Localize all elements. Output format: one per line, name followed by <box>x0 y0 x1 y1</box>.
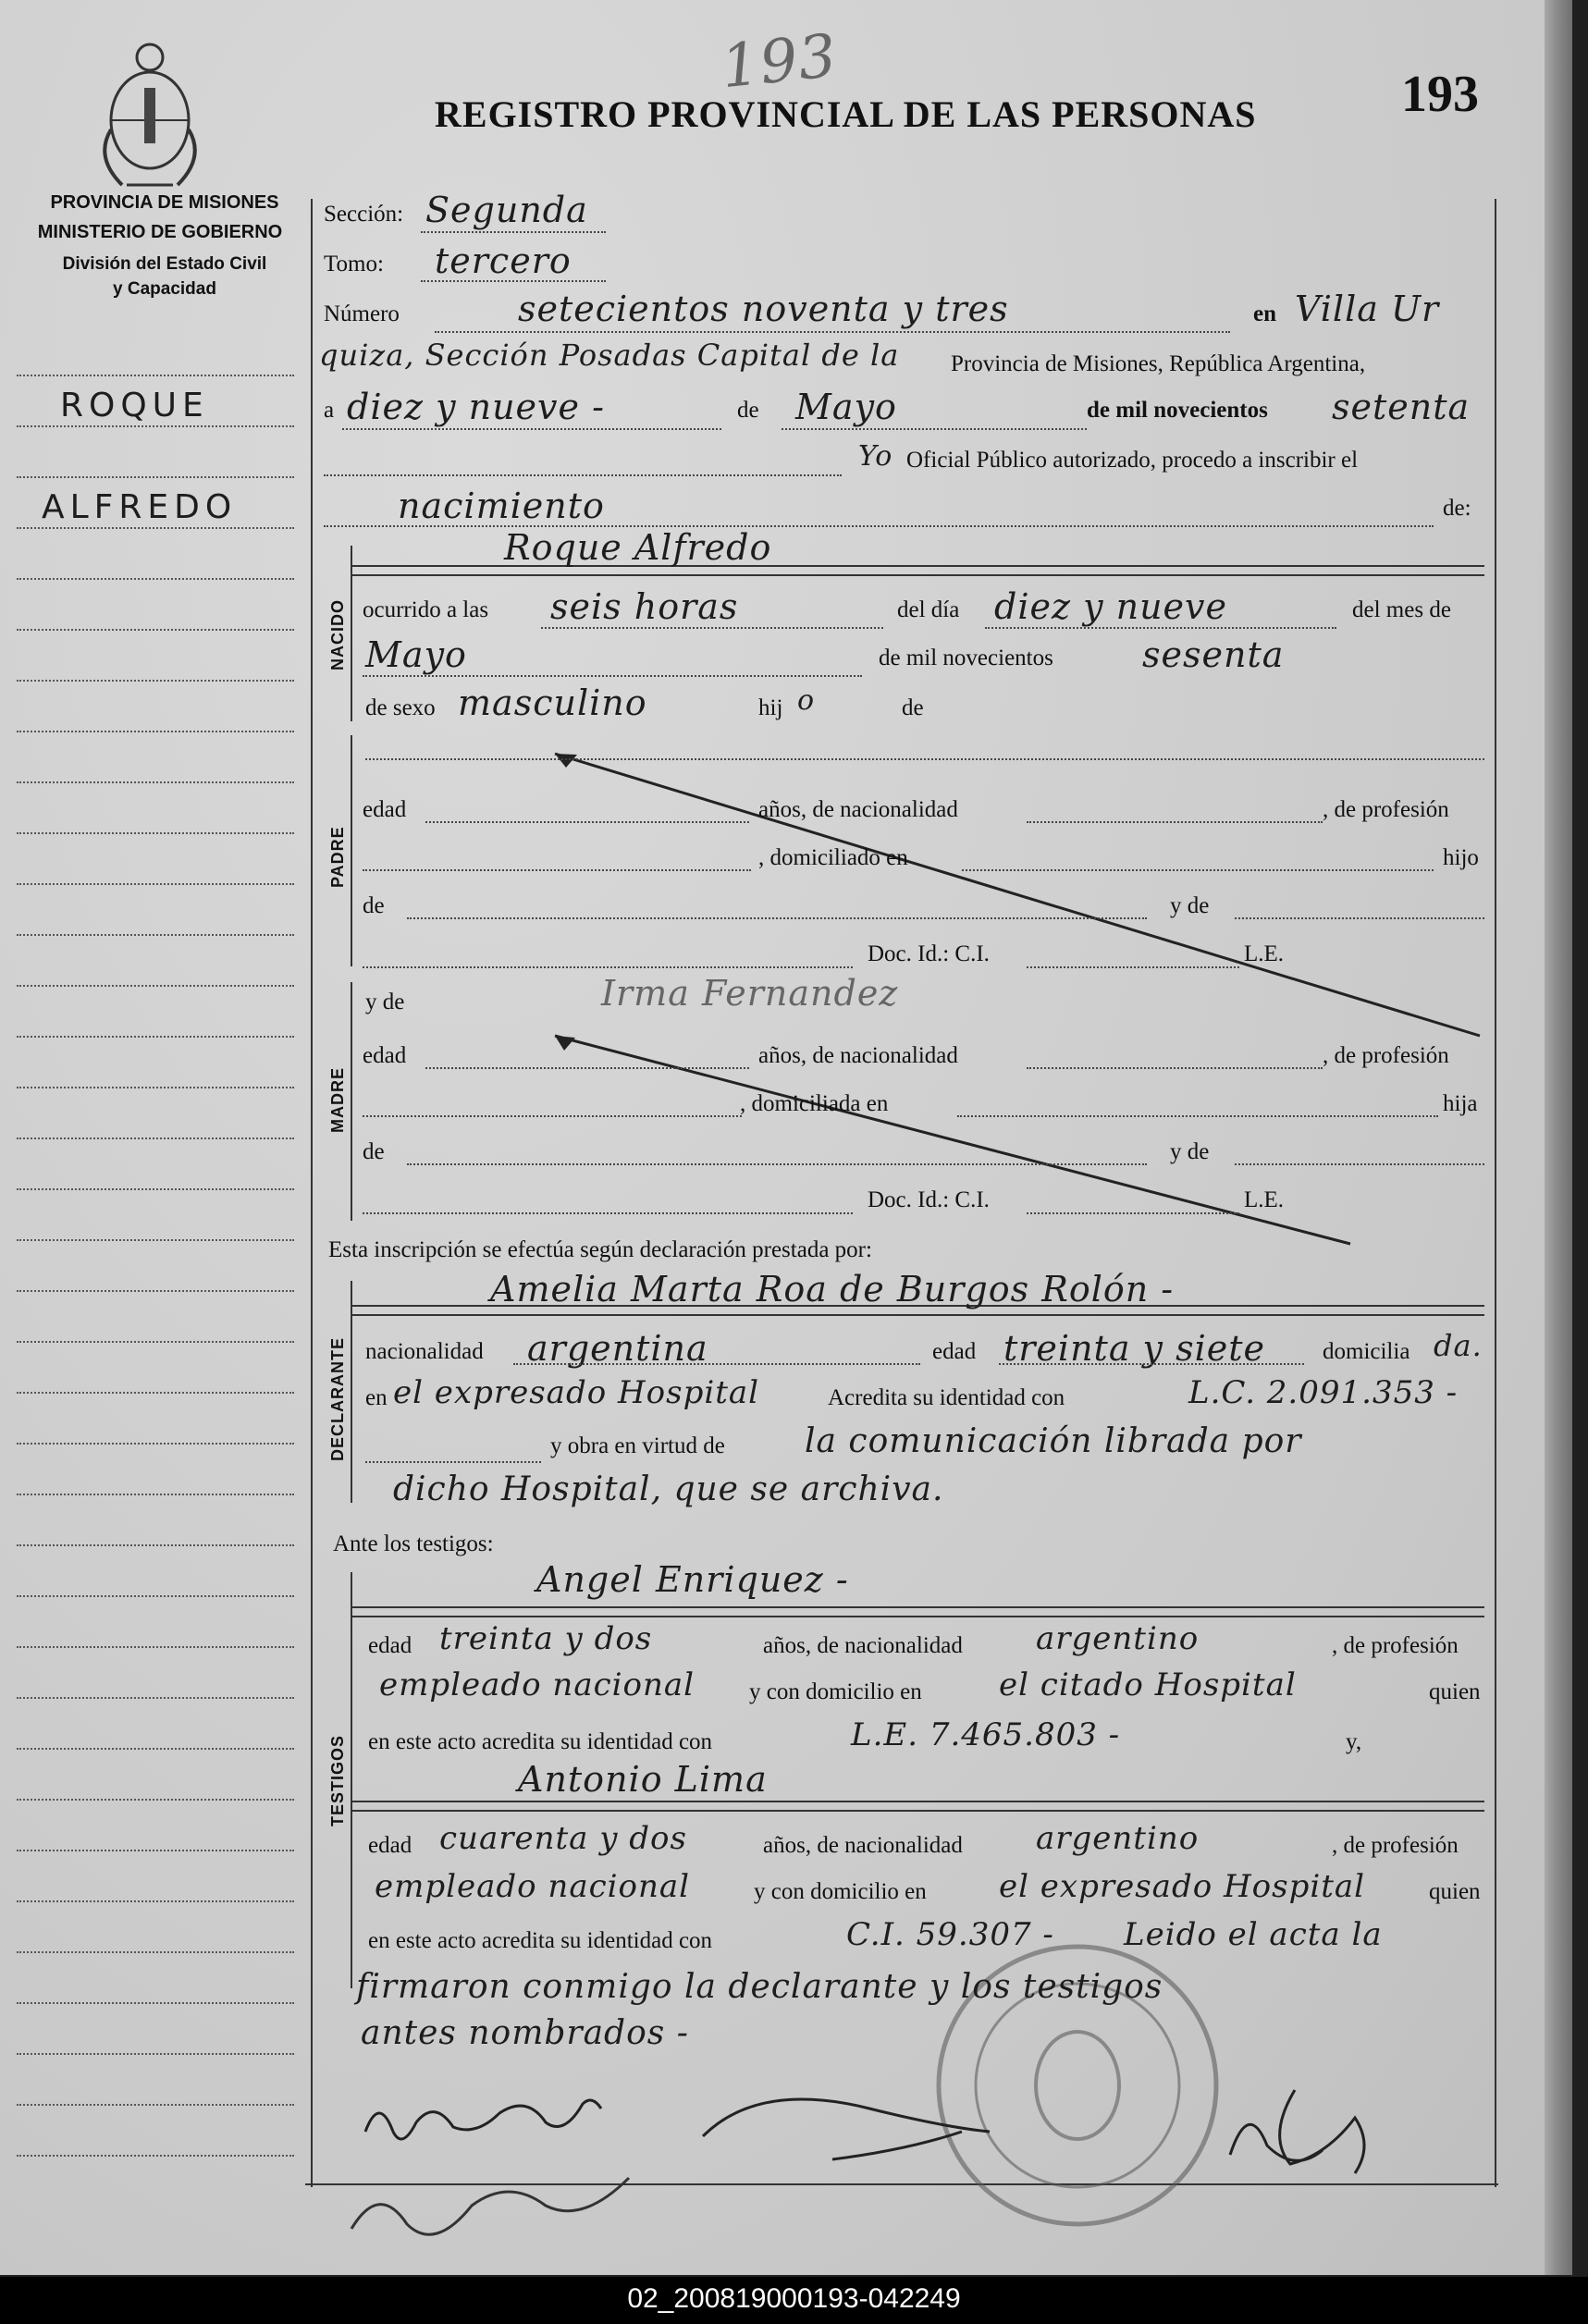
madre-nombre-value: Irma Fernandez <box>601 973 899 1014</box>
hijo-o-label: hij <box>758 695 783 720</box>
pencil-folio-number: 193 <box>718 21 841 103</box>
en-label: en <box>1253 301 1276 326</box>
declarante-section-label: DECLARANTE <box>328 1337 347 1461</box>
cierre-value-3: antes nombrados - <box>361 2014 689 2052</box>
inscribir-value: nacimiento <box>398 486 605 526</box>
dec-en-value: el expresado Hospital <box>393 1374 760 1411</box>
t1-edad-label: edad <box>368 1633 412 1658</box>
yo-value: Yo <box>858 440 893 473</box>
padre-y-de-label: y de <box>1170 893 1210 918</box>
capacity-label: y Capacidad <box>113 279 216 299</box>
de-label-2: de <box>902 695 924 720</box>
t1-dom-value: el citado Hospital <box>999 1666 1297 1703</box>
madre-de-label: de <box>363 1139 385 1164</box>
t2-dom-value: el expresado Hospital <box>999 1868 1366 1905</box>
dia-nac-value: diez y nueve <box>994 586 1228 627</box>
ministry-label: MINISTERIO DE GOBIERNO <box>37 222 283 242</box>
hijo-o-value: o <box>797 684 816 717</box>
ante-testigos-label: Ante los testigos: <box>333 1531 494 1556</box>
t2-doc-value: C.I. 59.307 - <box>846 1916 1054 1953</box>
padre-domiciliado-label: , domiciliado en <box>758 845 908 870</box>
province-label: PROVINCIA DE MISIONES <box>50 192 279 213</box>
t2-acredita-label: en este acto acredita su identidad con <box>368 1928 713 1953</box>
nombre-value: Roque Alfredo <box>504 527 772 568</box>
padre-hijo-label: hijo <box>1443 845 1479 870</box>
padre-profesion-label: , de profesión <box>1323 797 1449 822</box>
de-colon-label: de: <box>1443 496 1471 521</box>
domicilia-label: domicilia <box>1323 1339 1410 1364</box>
dec-nacionalidad-value: argentina <box>527 1328 708 1369</box>
acredita-label: Acredita su identidad con <box>828 1385 1065 1410</box>
nacionalidad-label: nacionalidad <box>365 1339 484 1364</box>
margin-given-name: ALFREDO <box>42 488 238 526</box>
t2-profesion-label: , de profesión <box>1332 1833 1459 1858</box>
padre-le-label: L.E. <box>1244 941 1285 966</box>
dec-doc-value: L.C. 2.091.353 - <box>1188 1374 1459 1411</box>
margin-surname: ROQUE <box>60 387 209 424</box>
t1-profesion-label: , de profesión <box>1332 1633 1459 1658</box>
t2-nombre-value: Antonio Lima <box>518 1759 768 1800</box>
coat-of-arms-icon <box>105 44 195 185</box>
padre-de-label: de <box>363 893 385 918</box>
numero-value: setecientos noventa y tres <box>518 289 1009 329</box>
padre-edad-label: edad <box>363 797 407 822</box>
obra-value-2: dicho Hospital, que se archiva. <box>393 1470 944 1508</box>
en-value-2: quiza, Sección Posadas Capital de la <box>319 338 900 373</box>
de-label-1: de <box>737 398 759 423</box>
madre-y-de-2-label: y de <box>1170 1139 1210 1164</box>
madre-section-label: MADRE <box>328 1067 347 1133</box>
oficial-label: Oficial Público autorizado, procedo a inscribir el <box>906 448 1359 473</box>
page-title: REGISTRO PROVINCIAL DE LAS PERSONAS <box>435 93 1257 135</box>
madre-doc-label: Doc. Id.: C.I. <box>868 1187 990 1212</box>
cierre-value-1: Leido el acta la <box>1124 1916 1383 1953</box>
madre-profesion-label: , de profesión <box>1323 1043 1449 1068</box>
en-value-1: Villa Ur <box>1295 289 1440 329</box>
declarante-nombre-value: Amelia Marta Roa de Burgos Rolón - <box>490 1269 1175 1310</box>
del-dia-label: del día <box>897 597 960 622</box>
mes-value: Mayo <box>795 387 897 427</box>
madre-domiciliada-label: , domiciliada en <box>740 1091 889 1116</box>
cierre-value-2: firmaron conmigo la declarante y los testigos <box>356 1968 1163 2006</box>
nacido-section-label: NACIDO <box>328 599 347 670</box>
mes-nac-value: Mayo <box>365 634 467 675</box>
madre-hija-label: hija <box>1443 1091 1478 1116</box>
t2-edad-label: edad <box>368 1833 412 1858</box>
t1-doc-value: L.E. 7.465.803 - <box>851 1716 1121 1753</box>
provincia-label: Provincia de Misiones, República Argentina, <box>951 351 1366 376</box>
t1-prof-value: empleado nacional <box>379 1666 696 1703</box>
madre-anos-nac-label: años, de nacionalidad <box>758 1043 958 1068</box>
t2-edad-value: cuarenta y dos <box>439 1820 687 1857</box>
sexo-label: de sexo <box>365 695 436 720</box>
de-mil-label: de mil novecientos <box>1087 398 1268 423</box>
t1-domicilio-label: y con domicilio en <box>749 1679 922 1704</box>
dia-value: diez y nueve - <box>347 387 605 427</box>
declaracion-label: Esta inscripción se efectúa según declaración prestada por: <box>328 1237 872 1262</box>
a-label: a <box>324 398 335 423</box>
del-mes-label: del mes de <box>1352 597 1451 622</box>
tomo-value: tercero <box>435 240 572 281</box>
obra-label: y obra en virtud de <box>550 1433 725 1458</box>
padre-anos-nac-label: años, de nacionalidad <box>758 797 958 822</box>
t1-acredita-label: en este acto acredita su identidad con <box>368 1729 713 1754</box>
madre-le-label: L.E. <box>1244 1187 1285 1212</box>
padre-doc-label: Doc. Id.: C.I. <box>868 941 990 966</box>
dec-edad-label: edad <box>932 1339 977 1364</box>
anio-nac-value: sesenta <box>1142 634 1285 675</box>
t1-edad-value: treinta y dos <box>439 1620 653 1657</box>
anio-value: setenta <box>1332 387 1471 427</box>
t1-anos-nac-label: años, de nacionalidad <box>763 1633 963 1658</box>
t2-domicilio-label: y con domicilio en <box>754 1879 927 1904</box>
t1-quien-label: quien <box>1429 1679 1481 1704</box>
t1-nac-value: argentino <box>1036 1620 1200 1657</box>
t2-nac-value: argentino <box>1036 1820 1200 1857</box>
scan-id-footer: 02_200819000193-042249 <box>0 2277 1588 2324</box>
dec-en-label: en <box>365 1385 388 1410</box>
madre-edad-label: edad <box>363 1043 407 1068</box>
padre-section-label: PADRE <box>328 826 347 888</box>
madre-y-de-label: y de <box>365 990 405 1014</box>
tomo-label: Tomo: <box>324 252 384 277</box>
seccion-value: Segunda <box>425 190 588 230</box>
division-label: División del Estado Civil <box>62 254 267 274</box>
dec-domicilia-value: da. <box>1434 1328 1483 1363</box>
dec-edad-value: treinta y siete <box>1003 1328 1266 1369</box>
de-mil-2-label: de mil novecientos <box>879 646 1053 670</box>
t1-nombre-value: Angel Enriquez - <box>536 1559 849 1600</box>
ocurrido-label: ocurrido a las <box>363 597 489 622</box>
horas-value: seis horas <box>550 586 739 627</box>
t2-prof-value: empleado nacional <box>375 1868 691 1905</box>
t2-anos-nac-label: años, de nacionalidad <box>763 1833 963 1858</box>
obra-value-1: la comunicación librada por <box>805 1422 1302 1460</box>
t2-quien-label: quien <box>1429 1879 1481 1904</box>
sexo-value: masculino <box>458 682 647 723</box>
testigos-section-label: TESTIGOS <box>328 1734 347 1826</box>
numero-label: Número <box>324 301 400 326</box>
signature-stroke <box>365 2100 601 2139</box>
page-number: 193 <box>1401 66 1479 123</box>
seccion-label: Sección: <box>324 202 404 227</box>
t1-y-label: y, <box>1346 1729 1362 1754</box>
